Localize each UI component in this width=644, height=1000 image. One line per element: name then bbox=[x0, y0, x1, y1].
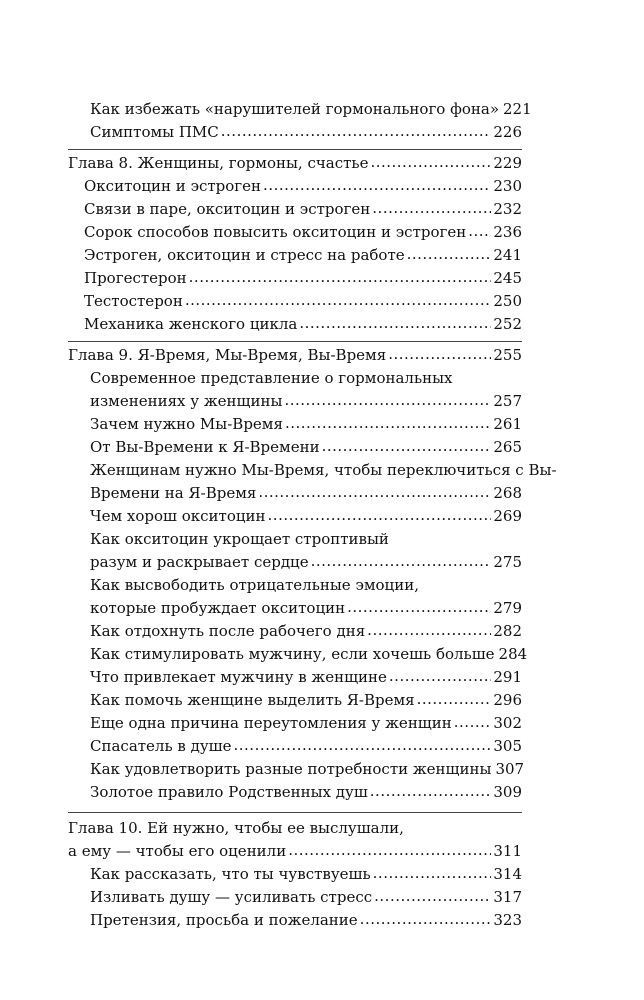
toc-entry-page: 275 bbox=[493, 553, 522, 571]
toc-entry-title: Зачем нужно Мы-Время bbox=[90, 415, 283, 433]
leader-dots bbox=[284, 389, 491, 411]
toc-entry[interactable] bbox=[84, 267, 522, 289]
toc-entry-title: Прогестерон bbox=[84, 269, 187, 287]
toc-entry-page: 314 bbox=[493, 865, 522, 883]
toc-entry-page: 282 bbox=[493, 622, 522, 640]
toc-entry-page: 221 bbox=[503, 100, 532, 118]
chapter-title: а ему — чтобы его оценили bbox=[68, 842, 287, 860]
toc-entry-title: Что привлекает мужчину в женщине bbox=[90, 668, 387, 686]
toc-entry-title: Спасатель в душе bbox=[90, 737, 232, 755]
toc-entry[interactable] bbox=[90, 620, 522, 642]
leader-dots bbox=[189, 266, 492, 288]
leader-dots bbox=[288, 839, 491, 861]
toc-entry-title: Золотое правило Родственных душ bbox=[90, 783, 368, 801]
toc-entry-page: 252 bbox=[493, 315, 522, 333]
toc-entry[interactable] bbox=[90, 551, 522, 573]
toc-entry[interactable] bbox=[90, 758, 525, 780]
leader-dots bbox=[374, 885, 491, 907]
toc-entry-title: Тестостерон bbox=[84, 292, 183, 310]
toc-entry-title: Еще одна причина переутомления у женщин bbox=[90, 714, 452, 732]
toc-entry[interactable] bbox=[90, 413, 522, 435]
toc-entry-page: 323 bbox=[493, 911, 522, 929]
toc-entry-title: Симптомы ПМС bbox=[90, 123, 219, 141]
toc-entry-title: которые пробуждает окситоцин bbox=[90, 599, 346, 617]
toc-entry-title: Времени на Я-Время bbox=[90, 484, 257, 502]
chapter-title-line1: Глава 10. Ей нужно, чтобы ее выслушали, bbox=[68, 819, 404, 837]
leader-dots bbox=[234, 734, 492, 756]
toc-entry[interactable] bbox=[90, 98, 532, 120]
toc-entry-title: Как рассказать, что ты чувствуешь bbox=[90, 865, 371, 883]
chapter-title: Глава 8. Женщины, гормоны, счастье bbox=[68, 154, 369, 172]
toc-entry-line1: Как высвободить отрицательные эмоции, bbox=[90, 576, 419, 594]
toc-entry-title: Как отдохнуть после рабочего дня bbox=[90, 622, 366, 640]
toc-entry-title: Как избежать «нарушителей гормонального фона» bbox=[90, 100, 499, 118]
toc-entry[interactable] bbox=[90, 643, 528, 665]
toc-entry-page: 279 bbox=[493, 599, 522, 617]
toc-entry-page: 250 bbox=[493, 292, 522, 310]
leader-dots bbox=[360, 908, 492, 930]
leader-dots bbox=[299, 312, 491, 334]
leader-dots bbox=[347, 596, 491, 618]
toc-entry[interactable] bbox=[84, 290, 522, 312]
toc-entry-page: 317 bbox=[493, 888, 522, 906]
toc-entry-title: изменениях у женщины bbox=[90, 392, 283, 410]
leader-dots bbox=[263, 174, 491, 196]
toc-entry-page: 291 bbox=[493, 668, 522, 686]
chapter-title: Глава 9. Я-Время, Мы-Время, Вы-Время bbox=[68, 346, 387, 364]
leader-dots bbox=[258, 481, 491, 503]
toc-entry[interactable] bbox=[90, 863, 522, 885]
toc-entry-title: Как удовлетворить разные потребности женщины bbox=[90, 760, 492, 778]
toc-entry-title: разум и раскрывает сердце bbox=[90, 553, 309, 571]
leader-dots bbox=[370, 151, 491, 173]
leader-dots bbox=[454, 711, 492, 733]
toc-entry[interactable] bbox=[90, 121, 522, 143]
chapter-heading[interactable] bbox=[68, 840, 522, 862]
leader-dots bbox=[322, 435, 492, 457]
leader-dots bbox=[417, 688, 492, 710]
toc-entry[interactable] bbox=[90, 689, 522, 711]
toc-entry-title: Связи в паре, окситоцин и эстроген bbox=[84, 200, 371, 218]
toc-entry-title: От Вы-Времени к Я-Времени bbox=[90, 438, 320, 456]
leader-dots bbox=[468, 220, 491, 242]
toc-entry-title: Претензия, просьба и пожелание bbox=[90, 911, 358, 929]
section-divider bbox=[68, 341, 522, 342]
toc-entry[interactable] bbox=[90, 735, 522, 757]
toc-entry[interactable] bbox=[84, 175, 522, 197]
toc-entry-page: 261 bbox=[493, 415, 522, 433]
toc-entry-page: 302 bbox=[493, 714, 522, 732]
leader-dots bbox=[373, 862, 492, 884]
toc-entry-page: 245 bbox=[493, 269, 522, 287]
toc-entry-title: Чем хорош окситоцин bbox=[90, 507, 266, 525]
toc-entry[interactable] bbox=[84, 313, 522, 335]
toc-entry-title: Сорок способов повысить окситоцин и эстроген bbox=[84, 223, 467, 241]
toc-entry-title: Эстроген, окситоцин и стресс на работе bbox=[84, 246, 405, 264]
toc-entry-page: 284 bbox=[498, 645, 528, 663]
toc-entry-title: Изливать душу — усиливать стресс bbox=[90, 888, 373, 906]
toc-entry-line1: Как окситоцин укрощает строптивый bbox=[90, 530, 389, 548]
toc-entry[interactable] bbox=[84, 198, 522, 220]
toc-entry-page: 309 bbox=[493, 783, 522, 801]
leader-dots bbox=[388, 343, 491, 365]
toc-entry[interactable] bbox=[84, 221, 522, 243]
toc-entry[interactable] bbox=[90, 666, 522, 688]
section-divider bbox=[68, 812, 522, 813]
toc-entry-page: 265 bbox=[493, 438, 522, 456]
toc-entry[interactable] bbox=[84, 244, 522, 266]
chapter-page: 229 bbox=[493, 154, 522, 172]
toc-entry-title: Как стимулировать мужчину, если хочешь больше bbox=[90, 645, 495, 663]
leader-dots bbox=[268, 504, 492, 526]
leader-dots bbox=[389, 665, 491, 687]
chapter-page: 255 bbox=[493, 346, 522, 364]
toc-entry-page: 232 bbox=[493, 200, 522, 218]
toc-entry-page: 296 bbox=[493, 691, 522, 709]
toc-entry-title: Как помочь женщине выделить Я-Время bbox=[90, 691, 415, 709]
toc-entry-page: 241 bbox=[493, 246, 522, 264]
toc-entry[interactable] bbox=[90, 436, 522, 458]
toc-entry[interactable] bbox=[90, 597, 522, 619]
toc-entry[interactable] bbox=[90, 505, 522, 527]
toc-entry[interactable] bbox=[90, 909, 522, 931]
toc-entry-page: 230 bbox=[493, 177, 522, 195]
toc-entry-page: 307 bbox=[495, 760, 525, 778]
leader-dots bbox=[372, 197, 491, 219]
toc-entry-page: 268 bbox=[493, 484, 522, 502]
leader-dots bbox=[367, 619, 491, 641]
toc-entry-line1: Женщинам нужно Мы-Время, чтобы переключиться с Вы- bbox=[90, 461, 557, 479]
toc-entry-page: 236 bbox=[493, 223, 522, 241]
toc-entry-title: Механика женского цикла bbox=[84, 315, 298, 333]
toc-entry[interactable] bbox=[90, 886, 522, 908]
leader-dots bbox=[370, 780, 492, 802]
toc-entry[interactable] bbox=[90, 781, 522, 803]
leader-dots bbox=[185, 289, 492, 311]
leader-dots bbox=[311, 550, 492, 572]
chapter-heading[interactable] bbox=[68, 344, 522, 366]
toc-entry-line1: Современное представление о гормональных bbox=[90, 369, 453, 387]
chapter-heading[interactable] bbox=[68, 152, 522, 174]
toc-entry-page: 305 bbox=[493, 737, 522, 755]
leader-dots bbox=[407, 243, 492, 265]
toc-entry-page: 257 bbox=[493, 392, 522, 410]
chapter-page: 311 bbox=[493, 842, 522, 860]
toc-entry[interactable] bbox=[90, 390, 522, 412]
toc-entry[interactable] bbox=[90, 712, 522, 734]
toc-entry-page: 226 bbox=[493, 123, 522, 141]
section-divider bbox=[68, 149, 522, 150]
leader-dots bbox=[285, 412, 491, 434]
toc-entry[interactable] bbox=[90, 482, 522, 504]
toc-entry-page: 269 bbox=[493, 507, 522, 525]
leader-dots bbox=[221, 120, 492, 142]
toc-entry-title: Окситоцин и эстроген bbox=[84, 177, 262, 195]
